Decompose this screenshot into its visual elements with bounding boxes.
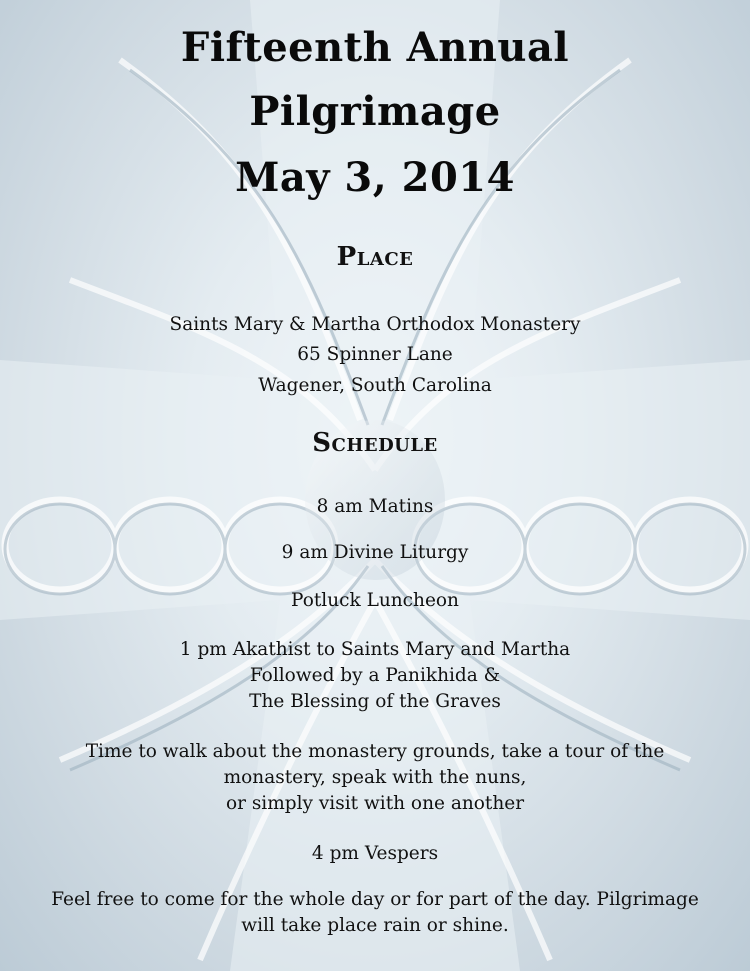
schedule-vespers: 4 pm Vespers [311,843,439,864]
title-line-1: Fifteenth Annual [180,24,570,71]
schedule-akathist: Followed by a Panikhida & [249,665,501,686]
place-line: Saints Mary & Martha Orthodox Monastery [169,314,581,335]
place-heading: Place [336,242,414,272]
title-line-2: Pilgrimage [249,88,501,135]
schedule-liturgy: 9 am Divine Liturgy [281,542,469,563]
schedule-heading: Schedule [312,428,438,458]
schedule-note: will take place rain or shine. [241,915,509,936]
schedule-luncheon: Potluck Luncheon [291,590,459,611]
place-line: Wagener, South Carolina [258,375,492,396]
schedule-free-time: or simply visit with one another [225,793,525,814]
schedule-note: Feel free to come for the whole day or for part of the day. Pilgrimage [51,889,699,910]
schedule-akathist: The Blessing of the Graves [249,691,501,712]
schedule-matins: 8 am Matins [316,496,434,517]
schedule-free-time: monastery, speak with the nuns, [223,767,527,788]
title-date: May 3, 2014 [235,154,515,201]
schedule-free-time: Time to walk about the monastery grounds, take a tour of the [85,741,665,762]
place-line: 65 Spinner Lane [297,344,453,365]
schedule-akathist: 1 pm Akathist to Saints Mary and Martha [179,639,571,660]
